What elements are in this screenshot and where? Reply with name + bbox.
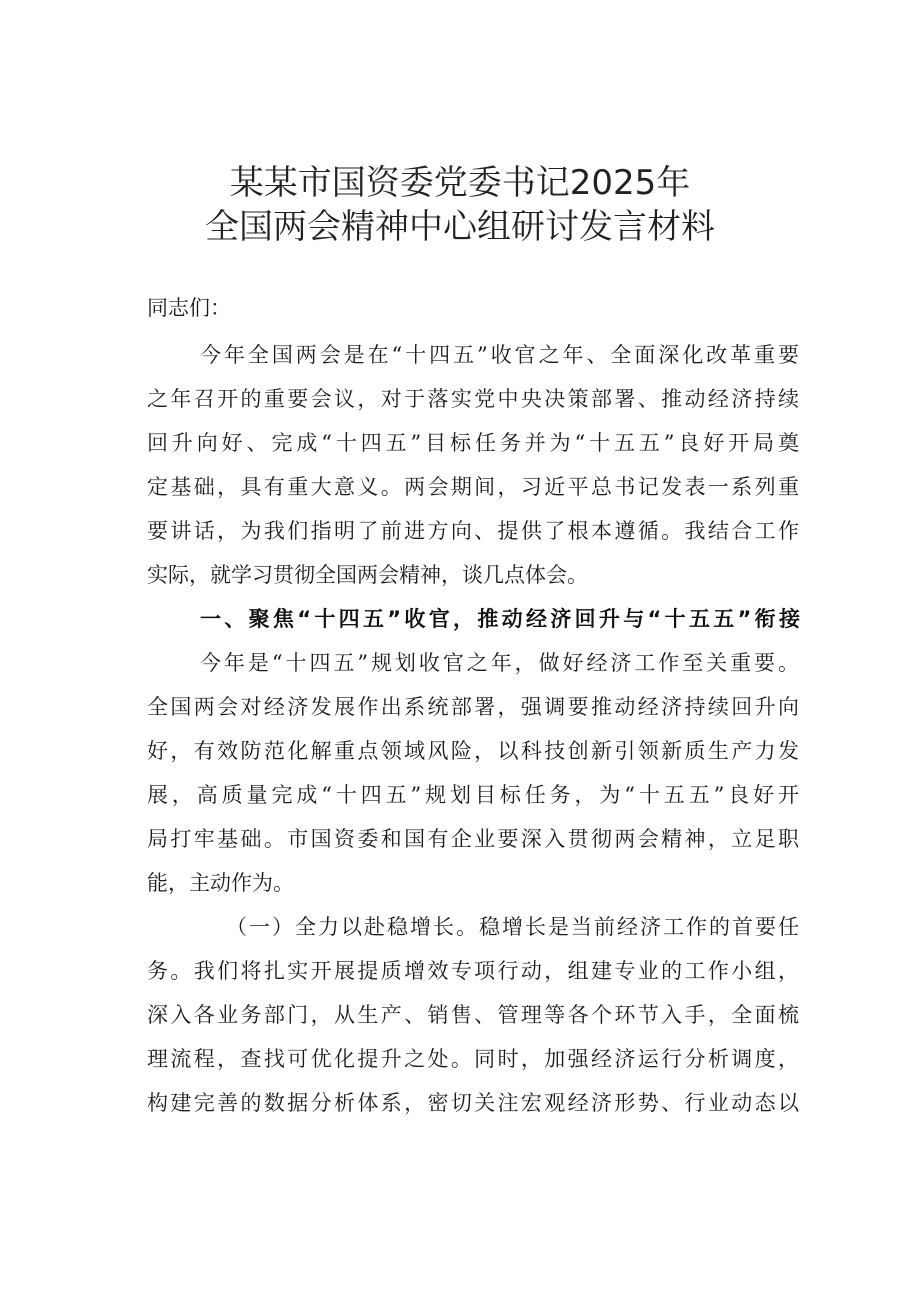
section-1-line: 能，主动作为。 — [147, 871, 294, 895]
subsection-1-line: 理流程，查找可优化提升之处。同时，加强经济运行分析调度， — [147, 1047, 799, 1071]
document-title-line-2: 全国两会精神中心组研讨发言材料 — [205, 207, 715, 247]
section-1-heading: 一、聚焦“十四五”收官，推动经济回升与“十五五”衔接 — [200, 607, 800, 631]
intro-line: 今年全国两会是在“十四五”收官之年、全面深化改革重要 — [200, 343, 799, 367]
section-1-line: 全国两会对经济发展作出系统部署，强调要推动经济持续回升向 — [147, 695, 799, 719]
intro-line: 实际，就学习贯彻全国两会精神，谈几点体会。 — [147, 563, 588, 587]
intro-line: 回升向好、完成“十四五”目标任务并为“十五五”良好开局奠 — [147, 431, 799, 455]
section-1-line: 局打牢基础。市国资委和国有企业要深入贯彻两会精神，立足职 — [147, 827, 799, 851]
section-1-line: 展，高质量完成“十四五”规划目标任务，为“十五五”良好开 — [147, 783, 799, 807]
subsection-1-line: 务。我们将扎实开展提质增效专项行动，组建专业的工作小组， — [147, 959, 799, 983]
subsection-1-line: 构建完善的数据分析体系，密切关注宏观经济形势、行业动态以 — [147, 1091, 799, 1115]
section-1-line: 今年是“十四五”规划收官之年，做好经济工作至关重要。 — [200, 651, 799, 675]
intro-line: 之年召开的重要会议，对于落实党中央决策部署、推动经济持续 — [147, 387, 799, 411]
intro-line: 要讲话，为我们指明了前进方向、提供了根本遵循。我结合工作 — [147, 519, 799, 543]
salutation: 同志们： — [147, 296, 231, 320]
intro-line: 定基础，具有重大意义。两会期间，习近平总书记发表一系列重 — [147, 475, 799, 499]
subsection-1-line: （一）全力以赴稳增长。稳增长是当前经济工作的首要任 — [226, 915, 799, 939]
subsection-1-line: 深入各业务部门，从生产、销售、管理等各个环节入手，全面梳 — [147, 1003, 799, 1027]
section-1-line: 好，有效防范化解重点领域风险，以科技创新引领新质生产力发 — [147, 739, 799, 763]
document-title-line-1: 某某市国资委党委书记2025年 — [229, 163, 691, 203]
